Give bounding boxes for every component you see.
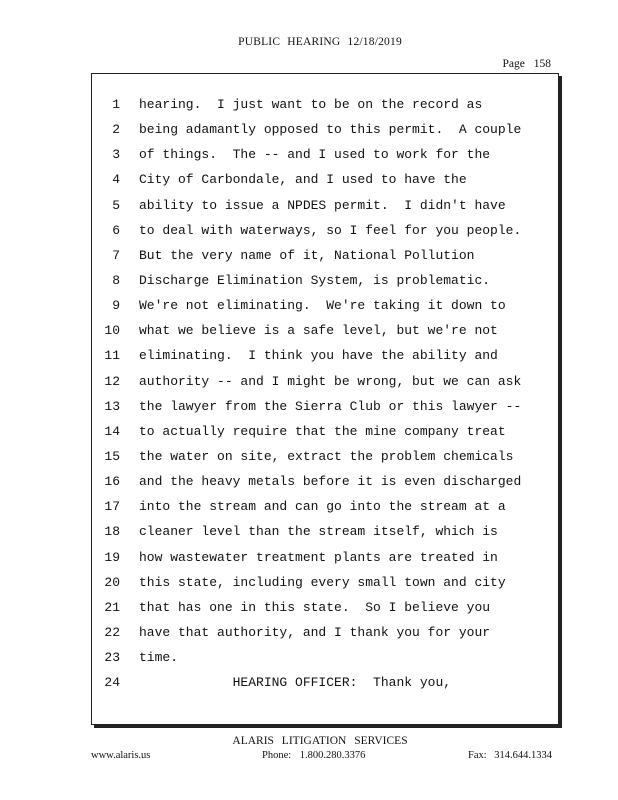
transcript-line [92,243,558,268]
line-text: what we believe is a safe level, but we're not [139,323,498,339]
line-text: We're not eliminating. We're taking it down to [139,298,506,314]
footer-company-name: ALARIS LITIGATION SERVICES [232,735,408,747]
line-number: 9 [112,298,120,314]
transcript-line [92,193,558,218]
line-text: this state, including every small town and city [139,574,506,590]
line-number: 16 [104,474,120,490]
line-number: 7 [112,247,120,263]
line-text: cleaner level than the stream itself, which is [139,524,498,540]
transcript-line [92,293,558,318]
transcript-line [92,318,558,343]
line-number: 14 [104,423,120,439]
line-text: ability to issue a NPDES permit. I didn't have [139,197,506,213]
line-number: 22 [104,624,120,640]
transcript-line [92,142,558,167]
transcript-line [92,595,558,620]
transcript-line [92,268,558,293]
transcript-lines [92,92,558,695]
transcript-line [92,620,558,645]
transcript-line [92,645,558,670]
line-text: that has one in this state. So I believe you [139,599,491,615]
line-number: 12 [104,373,120,389]
line-text: hearing. I just want to be on the record as [139,97,483,112]
line-text: HEARING OFFICER: Thank you, [139,675,452,691]
line-text: Discharge Elimination System, is problematic. [139,272,491,288]
line-number: 13 [104,398,120,414]
line-number: 2 [112,122,120,138]
transcript-line [92,494,558,519]
line-text: to deal with waterways, so I feel for you people. [139,222,522,238]
line-number: 10 [104,323,120,339]
transcript-line [92,545,558,570]
transcript-line [92,444,558,469]
transcript-line [92,343,558,368]
line-number: 1 [112,97,120,112]
transcript-line [92,670,558,695]
transcript-line [92,394,558,419]
line-text: the lawyer from the Sierra Club or this lawyer -- [139,398,522,414]
transcript-line [92,519,558,544]
line-number: 15 [104,448,120,464]
transcript-line [92,167,558,192]
page-header-title: PUBLIC HEARING 12/18/2019 [238,36,402,48]
footer-fax: Fax: 314.644.1334 [468,750,553,761]
transcript-line [92,117,558,142]
transcript-line [92,419,558,444]
line-text: City of Carbondale, and I used to have the [139,172,467,188]
line-text: into the stream and can go into the stream at a [139,499,506,515]
line-number: 20 [104,574,120,590]
line-number: 11 [104,348,120,364]
line-number: 23 [104,650,120,666]
line-text: But the very name of it, National Pollution [139,247,475,263]
page-number: Page 158 [502,58,551,70]
transcript-line [92,570,558,595]
line-number: 5 [112,197,120,213]
transcript-line [92,218,558,243]
line-number: 4 [112,172,120,188]
transcript-line [92,469,558,494]
line-text: how wastewater treatment plants are treated in [139,549,498,565]
line-text: eliminating. I think you have the ability and [139,348,498,364]
line-text: to actually require that the mine company treat [139,423,506,439]
footer-website: www.alaris.us [91,750,151,761]
line-text: the water on site, extract the problem chemicals [139,448,514,464]
line-text: have that authority, and I thank you for your [139,624,491,640]
line-text: time. [139,650,179,666]
transcript-line [92,369,558,394]
line-number: 17 [104,499,120,515]
line-text: authority -- and I might be wrong, but we can ask [139,373,522,389]
line-number: 24 [104,675,120,691]
line-text: being adamantly opposed to this permit. A couple [139,122,522,138]
line-number: 3 [112,147,120,163]
line-number: 19 [104,549,120,565]
line-text: and the heavy metals before it is even discharged [139,474,522,490]
line-number: 18 [104,524,120,540]
transcript-line [92,92,558,117]
line-number: 8 [112,272,120,288]
line-number: 21 [104,599,120,615]
transcript-page [91,73,559,725]
line-number: 6 [112,222,120,238]
line-text: of things. The -- and I used to work for the [139,147,491,163]
footer-phone: Phone: 1.800.280.3376 [262,750,366,761]
